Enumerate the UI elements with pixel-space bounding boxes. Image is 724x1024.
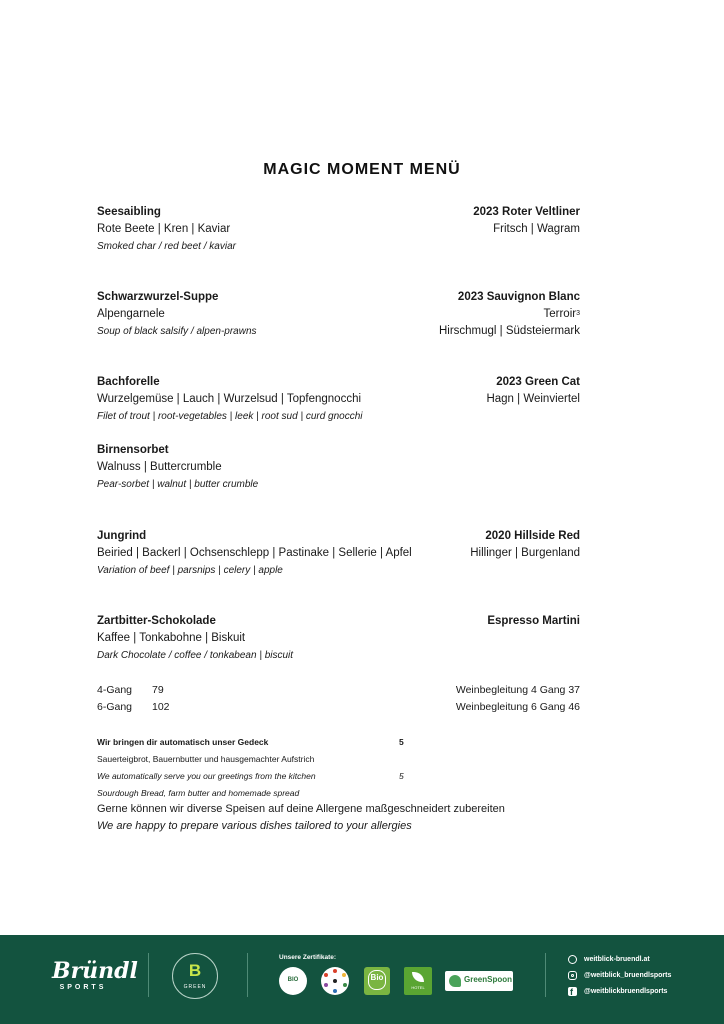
price-row	[97, 682, 580, 699]
wine-pairing	[487, 613, 580, 630]
dish-name: Seesaibling	[97, 206, 161, 218]
wine-pairing	[470, 528, 580, 562]
dish	[97, 374, 363, 425]
dish	[97, 528, 412, 579]
wine-cuvee	[439, 306, 580, 323]
price-label: 6-Gang	[97, 701, 133, 713]
dish-translation: Soup of black salsify / alpen-prawns	[97, 326, 257, 337]
bio-certificate-icon	[279, 967, 307, 995]
course-row	[97, 528, 580, 580]
price-label: 4-Gang	[97, 684, 133, 696]
dish-name: Bachforelle	[97, 376, 160, 388]
wine-name: Espresso Martini	[487, 615, 580, 627]
course-row	[97, 289, 580, 341]
cover-title-en	[97, 769, 404, 783]
dish-description: Alpengarnele	[97, 308, 165, 320]
website-text: weitblick-bruendl.at	[584, 956, 650, 963]
brand-sub: SPORTS	[59, 984, 107, 991]
dish	[97, 204, 236, 255]
dish-translation: Dark Chocolate / coffee / tonkabean | biscuit	[97, 650, 294, 661]
eco-hotel-certificate-icon	[404, 967, 432, 995]
wine-producer: Hagn | Weinviertel	[486, 393, 580, 405]
cover-price: 5	[399, 737, 404, 747]
course-row	[97, 613, 580, 665]
dish	[97, 613, 293, 664]
dish-name: Birnensorbet	[97, 444, 169, 456]
facebook-text: @weitblickbruendlsports	[584, 988, 668, 995]
dish-description: Rote Beete | Kren | Kaviar	[97, 223, 231, 235]
dish	[97, 442, 258, 493]
allergy-note-en: We are happy to prepare various dishes tailored to your allergies	[97, 820, 412, 832]
dish-name: Zartbitter-Schokolade	[97, 615, 216, 627]
bio-leaf-text: Bio	[370, 973, 384, 982]
bio-certificate-text: BIO	[287, 977, 299, 983]
eco-hotel-text: HOTEL	[411, 985, 425, 990]
wine-pairing	[473, 204, 580, 238]
dish	[97, 289, 257, 340]
allergy-note: Gerne können wir diverse Speisen auf deine Allergene maßgeschneidert zubereiten	[97, 803, 505, 815]
course-row	[97, 204, 580, 256]
wine-cuvee-sup: 3	[576, 310, 580, 317]
dish-translation: Variation of beef | parsnips | celery | apple	[97, 565, 283, 576]
greenspoon-certificate-icon	[445, 971, 513, 991]
wine-pairing	[439, 289, 580, 340]
certificates-title: Unsere Zertifikate:	[279, 954, 337, 961]
menu-title: MAGIC MOMENT MENÜ	[263, 161, 461, 178]
course-row	[97, 374, 580, 426]
price-value: 102	[152, 701, 170, 713]
facebook-icon	[568, 987, 577, 996]
bio-leaf-certificate-icon	[364, 967, 390, 995]
wine-name: 2023 Green Cat	[496, 376, 580, 388]
dish-name: Jungrind	[97, 530, 147, 542]
footer-bar	[0, 935, 724, 1024]
bruendl-logo	[52, 958, 138, 991]
dish-description: Kaffee | Tonkabohne | Biskuit	[97, 632, 246, 644]
dish-name: Schwarzwurzel-Suppe	[97, 291, 219, 303]
footer-divider	[247, 953, 248, 997]
green-seal-logo	[172, 953, 218, 999]
cover-title-text: Wir bringen dir automatisch unser Gedeck	[97, 737, 269, 747]
dish-description: Beiried | Backerl | Ochsenschlepp | Pastinake | Sellerie | Apfel	[97, 547, 412, 559]
wine-cuvee-name: Terroir	[543, 308, 577, 320]
seal-text: GREEN	[183, 984, 207, 990]
dish-translation: Smoked char / red beet / kaviar	[97, 241, 236, 252]
wine-producer: Hillinger | Burgenland	[470, 547, 580, 559]
dish-translation: Filet of trout | root-vegetables | leek | root sud | curd gnocchi	[97, 411, 363, 422]
wine-pairing-price: Weinbegleitung 6 Gang 46	[455, 701, 580, 713]
instagram-text: @weitblick_bruendlsports	[584, 972, 672, 979]
cover-description: Sauerteigbrot, Bauernbutter und hausgemachter Aufstrich	[97, 754, 315, 764]
cover-title	[97, 735, 404, 749]
price-row	[97, 699, 580, 716]
brand-name: Bründl	[52, 958, 138, 984]
wine-name: 2020 Hillside Red	[485, 530, 580, 542]
cover-title-en-text: We automatically serve you our greetings from the kitchen	[97, 771, 316, 781]
greenspoon-text: GreenSpoon	[464, 975, 513, 984]
wine-producer: Fritsch | Wagram	[493, 223, 580, 235]
dish-description: Wurzelgemüse | Lauch | Wurzelsud | Topfengnocchi	[97, 393, 362, 405]
footer-divider	[545, 953, 546, 997]
price-value: 79	[152, 684, 164, 696]
footer-divider	[148, 953, 149, 997]
dish-translation: Pear-sorbet | walnut | butter crumble	[97, 479, 259, 490]
badge-certificate-icon	[321, 967, 349, 995]
instagram-icon	[568, 971, 577, 980]
wine-name: 2023 Sauvignon Blanc	[457, 291, 580, 303]
globe-icon	[568, 955, 577, 964]
wine-pairing	[486, 374, 580, 408]
cover-price-en: 5	[399, 771, 404, 781]
dish-description: Walnuss | Buttercrumble	[97, 461, 222, 473]
seal-letter: B	[188, 961, 202, 980]
wine-pairing-price: Weinbegleitung 4 Gang 37	[455, 684, 580, 696]
course-row	[97, 442, 580, 494]
cover-description-en: Sourdough Bread, farm butter and homemade spread	[97, 788, 300, 798]
wine-producer: Hirschmugl | Südsteiermark	[438, 325, 580, 337]
wine-name: 2023 Roter Veltliner	[473, 206, 580, 218]
